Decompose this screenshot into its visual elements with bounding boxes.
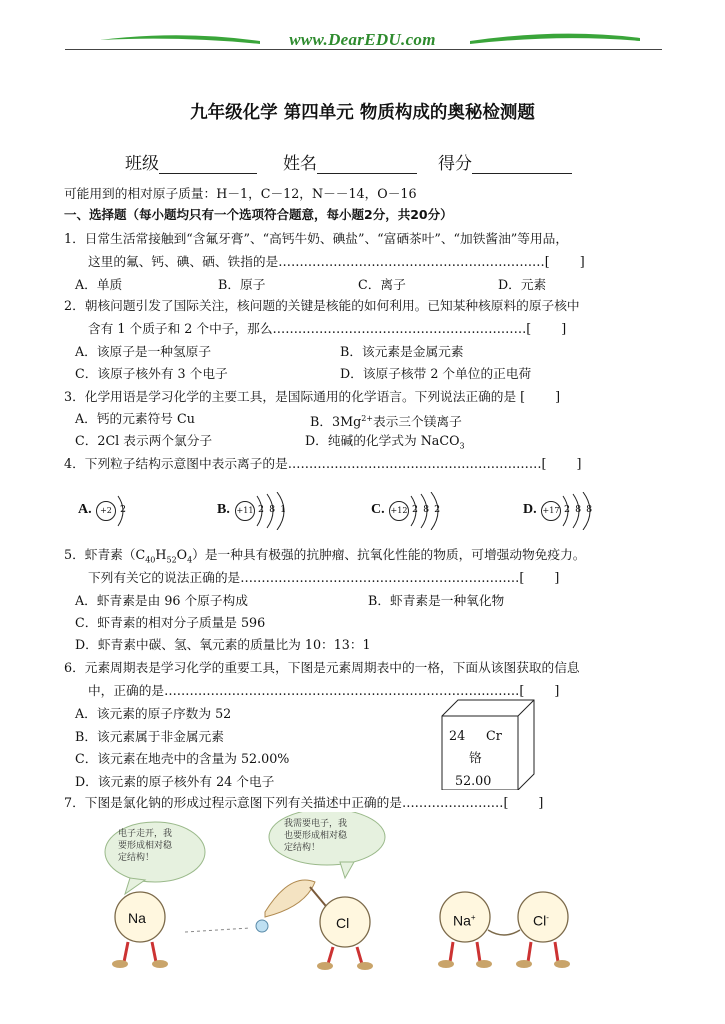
name-blank[interactable] <box>317 155 417 174</box>
diagram-b-shells: 2 8 1 <box>258 504 287 515</box>
q3-option-b-pre: B．3Mg <box>310 414 362 430</box>
diagram-c-shells: 2 8 2 <box>412 504 441 515</box>
name-field <box>283 149 417 174</box>
diagram-c-nucleus: +12 <box>389 501 409 521</box>
na-ion-charge: + <box>470 913 476 922</box>
na-ion-label <box>453 910 476 929</box>
q4-stem <box>64 456 581 472</box>
q2-option-a[interactable]: A．该原子是一种氢原子 <box>75 344 212 359</box>
header-divider <box>65 49 662 50</box>
q3-bracket-close: ] <box>555 389 561 404</box>
diagram-b-label: B. <box>217 502 230 517</box>
q6-stem-line2 <box>88 683 559 699</box>
q1-stem-line1: 1．日常生活常接触到“含氟牙膏”、“高钙牛奶、碘盐”、“富硒茶叶”、“加铁酱油”等用品， <box>64 231 569 246</box>
diagram-d-nucleus: +17 <box>541 501 561 521</box>
cell-atomic-number: 24 <box>449 728 466 743</box>
cell-element-name: 铬 <box>469 750 482 765</box>
q5-sub-o: 4 <box>187 555 193 565</box>
q2-option-d[interactable]: D．该原子核带 2 个单位的正电荷 <box>340 366 532 381</box>
q5-stem-post: ）是一种具有极强的抗肿瘤、抗氧化性能的物质，可增强动物免疫力。 <box>192 547 586 562</box>
q3-option-b[interactable] <box>310 411 462 430</box>
atom-diagram-c[interactable] <box>371 492 451 530</box>
q2-option-b[interactable]: B．该元素是金属元素 <box>340 344 464 359</box>
cl-atom-label: Cl <box>336 915 350 931</box>
q5-option-a[interactable]: A．虾青素是由 96 个原子构成 <box>75 593 248 608</box>
q5-sub-h: 52 <box>166 555 177 565</box>
q5-stem-line1 <box>64 547 585 569</box>
q7-bracket-close: ] <box>538 795 544 810</box>
q6-option-d[interactable]: D．该元素的原子核外有 24 个电子 <box>75 774 275 789</box>
q3-option-d-pre: D．纯碱的化学式为 NaCO <box>305 433 460 448</box>
section-heading: 一、选择题（每小题均只有一个选项符合题意，每小题2分，共20分） <box>64 207 453 222</box>
q3-stem-text: 3．化学用语是学习化学的主要工具，是国际通用的化学语言。下列说法正确的是 [ <box>64 389 526 404</box>
q1-stem-text: 这里的氟、钙、碘、硒、铁指的是………………………………………………………[ <box>88 254 550 269</box>
q7-stem <box>64 795 543 811</box>
diagram-c-label: C. <box>371 502 385 517</box>
page-header <box>0 0 725 60</box>
cl-ion-label <box>533 910 549 929</box>
diagram-a-shells: 2 <box>120 504 127 515</box>
speech-bubble-cl <box>284 818 347 854</box>
class-field <box>125 149 257 174</box>
q3-option-d-sub: 3 <box>459 441 465 451</box>
q7-stem-text: 7．下图是氯化钠的形成过程示意图下列有关描述中正确的是……………………[ <box>64 795 509 810</box>
q5-bracket-close: ] <box>554 570 560 585</box>
bubble1-line3: 定结构！ <box>118 853 155 863</box>
q1-option-d[interactable]: D．元素 <box>498 277 547 292</box>
cell-atomic-mass: 52.00 <box>455 773 492 788</box>
periodic-table-cell <box>440 698 536 790</box>
q5-stem-pre: 5．虾青素（C <box>64 547 146 562</box>
atom-diagram-d[interactable] <box>523 492 603 530</box>
q2-bracket-close: ] <box>561 321 567 336</box>
q2-stem-line1: 2．朝核问题引发了国际关注，核问题的关键是核能的如何利用。已知某种核原料的原子核中 <box>64 298 580 313</box>
q2-option-c[interactable]: C．该原子核外有 3 个电子 <box>75 366 228 381</box>
q6-option-c[interactable]: C．该元素在地壳中的含量为 52.00% <box>75 751 290 766</box>
score-field <box>438 149 572 174</box>
name-label: 姓名 <box>283 154 317 174</box>
q2-stem-text: 含有 1 个质子和 2 个中子，那么……………………………………………………[ <box>88 321 532 336</box>
q6-stem-text: 中，正确的是…………………………………………………………………………[ <box>88 683 525 698</box>
q1-option-a[interactable]: A．单质 <box>75 277 123 292</box>
q1-bracket-close: ] <box>579 254 585 269</box>
bubble2-line2: 也要形成相对稳 <box>284 831 348 841</box>
na-atom-label: Na <box>128 910 146 926</box>
cl-ion-symbol: Cl <box>533 912 547 929</box>
q3-option-c[interactable]: C．2Cl 表示两个氯分子 <box>75 433 213 448</box>
q6-stem-line1: 6．元素周期表是学习化学的重要工具，下图是元素周期表中的一格，下面从该图获取的信息 <box>64 660 580 675</box>
q5-h: H <box>155 547 167 562</box>
site-logo-text[interactable]: www.DearEDU.com <box>289 30 436 49</box>
q3-option-b-post: 表示三个镁离子 <box>373 414 462 430</box>
diagram-d-label: D. <box>523 502 537 517</box>
bubble1-line1: 电子走开，我 <box>118 829 173 839</box>
cl-ion-charge: - <box>546 913 549 922</box>
diagram-d-shells: 2 8 8 <box>564 504 593 515</box>
q3-stem <box>64 389 560 405</box>
atom-diagram-b[interactable] <box>217 492 297 530</box>
class-label: 班级 <box>125 154 159 174</box>
q5-stem-line2 <box>88 570 559 586</box>
q3-option-d[interactable] <box>305 433 465 455</box>
q4-bracket-close: ] <box>576 456 582 471</box>
q3-option-a[interactable]: A．钙的元素符号 Cu <box>75 411 195 426</box>
cell-symbol: Cr <box>486 728 502 743</box>
atomic-masses: 可能用到的相对原子质量：H－1，C－12，N－－14，O－16 <box>64 186 417 201</box>
bubble2-line1: 我需要电子，我 <box>284 819 348 829</box>
bubble1-line2: 要形成相对稳 <box>118 841 173 851</box>
q3-option-b-charge: 2+ <box>361 414 373 423</box>
q5-option-d[interactable]: D．虾青素中碳、氢、氧元素的质量比为 10：13：1 <box>75 637 371 652</box>
q5-option-b[interactable]: B．虾青素是一种氧化物 <box>368 593 505 608</box>
q1-stem-line2 <box>88 254 585 270</box>
q6-option-a[interactable]: A．该元素的原子序数为 52 <box>75 706 232 721</box>
diagram-a-label: A. <box>78 502 92 517</box>
page-title: 九年级化学 第四单元 物质构成的奥秘检测题 <box>190 103 535 123</box>
score-blank[interactable] <box>472 155 572 174</box>
nacl-formation-illustration <box>90 812 610 972</box>
q1-option-c[interactable]: C．离子 <box>358 277 406 292</box>
bubble2-line3: 定结构！ <box>284 843 321 853</box>
atom-diagram-a[interactable] <box>78 492 158 530</box>
q5-o: O <box>176 547 188 562</box>
q5-option-c[interactable]: C．虾青素的相对分子质量是 596 <box>75 615 266 630</box>
q6-option-b[interactable]: B．该元素属于非金属元素 <box>75 729 224 744</box>
q5-stem-text: 下列有关它的说法正确的是…………………………………………………………[ <box>88 570 525 585</box>
score-label: 得分 <box>438 154 472 174</box>
q6-bracket-close: ] <box>554 683 560 698</box>
q2-stem-line2 <box>88 321 566 337</box>
q1-option-b[interactable]: B．原子 <box>218 277 266 292</box>
speech-bubble-na <box>118 828 172 864</box>
class-blank[interactable] <box>159 155 257 174</box>
q4-stem-text: 4．下列粒子结构示意图中表示离子的是……………………………………………………[ <box>64 456 547 471</box>
q5-sub-c: 40 <box>145 555 156 565</box>
diagram-a-nucleus: +2 <box>96 501 116 521</box>
na-ion-symbol: Na <box>453 912 471 929</box>
diagram-b-nucleus: +11 <box>235 501 255 521</box>
